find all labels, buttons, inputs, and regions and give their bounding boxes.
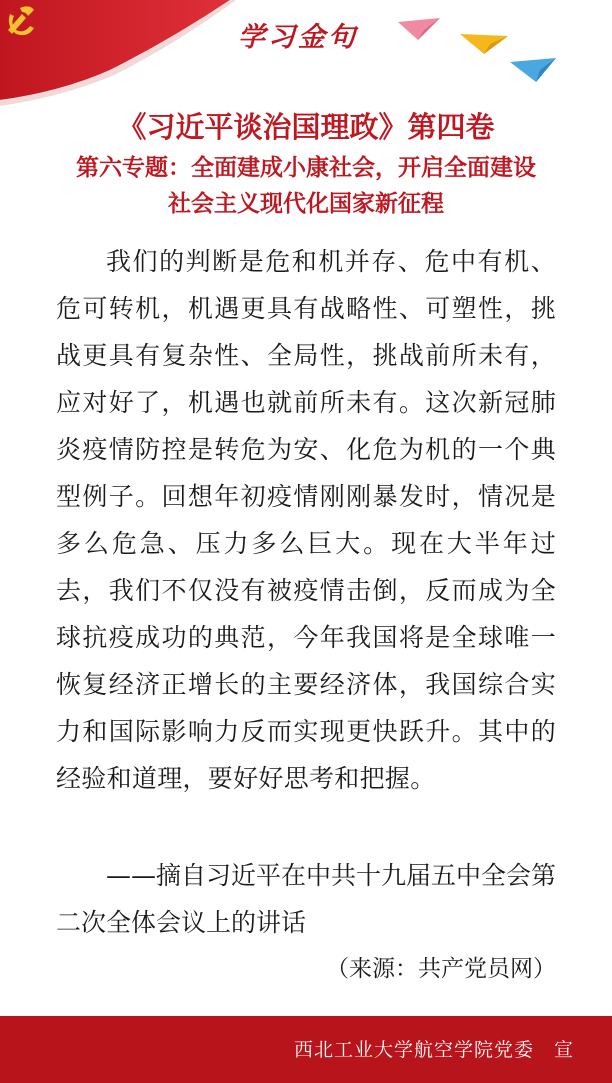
footer-credit: 西北工业大学航空学院党委 宣	[293, 1039, 574, 1061]
source-note: （来源：共产党员网）	[326, 956, 556, 982]
paper-plane-icon	[460, 34, 508, 54]
page-title: 《习近平谈治国理政》第四卷	[117, 110, 495, 144]
quote-paragraph: 我们的判断是危和机并存、危中有机、危可转机，机遇更具有战略性、可塑性，挑战更具有复杂性、全局性，挑战前所未有，应对好了，机遇也就前所未有。这次新冠肺炎疫情防控是转危为安、化危为机的一个典型例子。回想年初疫情刚刚暴发时，情况是多么危急、压力多么巨大。现在大半年过去，我们不仅没有被疫情击倒，反而成为全球抗疫成功的典范，今年我国将是全球唯一恢复经济正增长的主要经济体，我国综合实力和国际影响力反而实现更快跃升。其中的经验和道理，要好好思考和把握。	[56, 247, 556, 793]
party-emblem-icon	[0, 0, 40, 40]
page-subtitle	[0, 150, 612, 222]
quote-attribution: ——摘自习近平在中共十九届五中全会第二次全体会议上的讲话	[56, 861, 557, 937]
paper-plane-icon	[510, 58, 556, 82]
subtitle-line: 第六专题：全面建成小康社会，开启全面建设	[76, 154, 536, 181]
paper-plane-icon	[398, 18, 440, 40]
banner-title: 学习金句	[238, 22, 358, 53]
footer-bar	[0, 1016, 612, 1083]
header-banner	[0, 0, 612, 110]
subtitle-line: 社会主义现代化国家新征程	[168, 190, 444, 217]
